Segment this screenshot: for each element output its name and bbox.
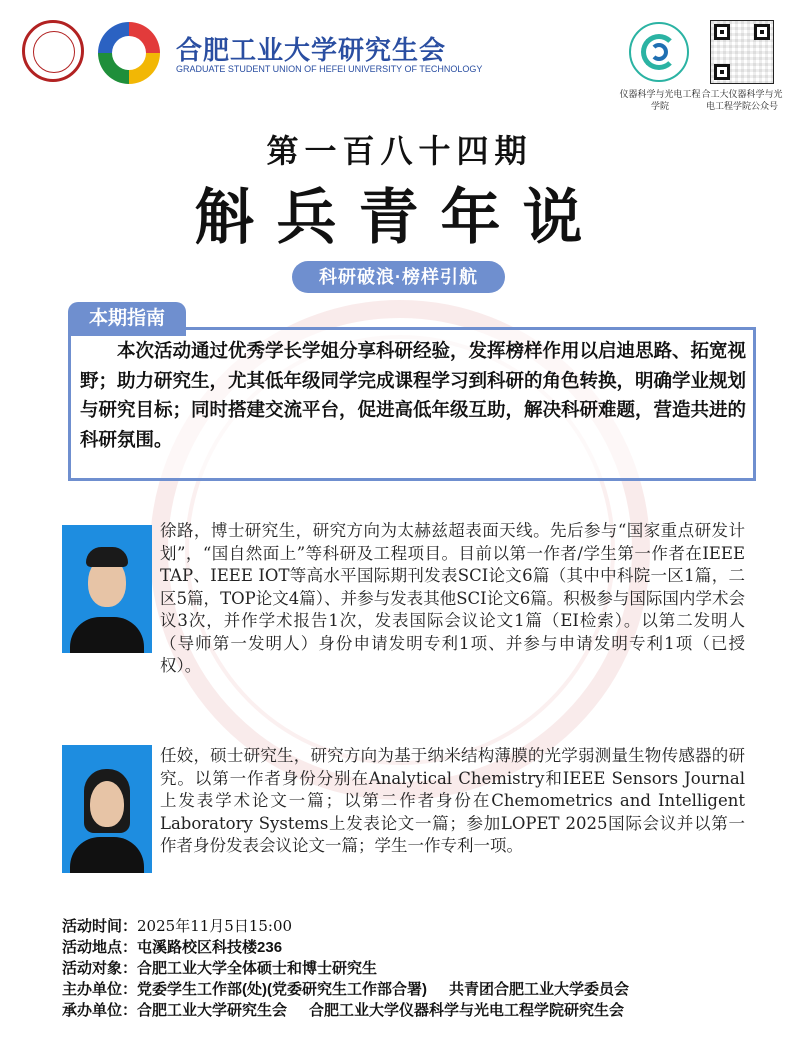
info-time-value: 2025年11月5日15:00 bbox=[137, 917, 293, 935]
theme-badge: 科研破浪·榜样引航 bbox=[292, 261, 505, 293]
institute-logo-icon bbox=[629, 22, 689, 82]
speaker-1-photo bbox=[62, 525, 152, 653]
info-place-label: 活动地点： bbox=[62, 939, 138, 956]
qr-code-icon[interactable] bbox=[710, 20, 774, 84]
info-audience bbox=[62, 958, 782, 979]
info-host-label: 主办单位： bbox=[62, 981, 138, 998]
info-time-label: 活动时间： bbox=[62, 918, 138, 935]
info-organizer bbox=[62, 1000, 782, 1021]
info-place bbox=[62, 937, 782, 958]
university-seal-icon bbox=[22, 20, 84, 82]
info-organizer-value-2: 合肥工业大学仪器科学与光电工程学院研究生会 bbox=[309, 1002, 625, 1019]
info-time bbox=[62, 916, 782, 937]
guide-text: 本次活动通过优秀学长学姐分享科研经验，发挥榜样作用以启迪思路、拓宽视野；助力研究生，尤其低年级同学完成课程学习到科研的角色转换，明确学业规划与研究目标；同时搭建交流平台，促进高低年级互助，解决科研难题，营造共进的科研氛围。 bbox=[80, 340, 747, 450]
info-organizer-value-1: 合肥工业大学研究生会 bbox=[137, 1002, 288, 1019]
speaker-1-bio: 徐路，博士研究生，研究方向为太赫兹超表面天线。先后参与“国家重点研发计划”，“国自然面上”等科研及工程项目。目前以第一作者/学生第一作者在IEEE TAP、IEEE IOT等高水平国际期刊发表SCI论文6篇（其中中科院一区1篇，二区5篇，TOP论文4篇）、并参与发表其他SCI论文6篇。积极参与国际国内学术会议3次，并作学术报告1次，发表国际会议论文1篇（EI检索）。以第二发明人（导师第一发明人）身份申请发明专利1项、并参与申请发明专利1项（已授权）。 bbox=[160, 521, 745, 675]
info-host bbox=[62, 979, 782, 1000]
speaker-2-photo bbox=[62, 745, 152, 873]
issue-title: 第一百八十四期 bbox=[266, 132, 533, 170]
speaker-2-bio: 任姣，硕士研究生，研究方向为基于纳米结构薄膜的光学弱测量生物传感器的研究。以第一作者身份分别在Analytical Chemistry和IEEE Sensors Journal上发表学术论文一篇；以第二作者身份在Chemometrics and Intelligent Laboratory Systems上发表论文一篇；参加LOPET 2025国际会议并以第一作者身份发表会议论文一篇；学生一作专利一项。 bbox=[160, 746, 745, 855]
union-name-cn: 合肥工业大学研究生会 bbox=[176, 36, 447, 66]
info-host-value-1: 党委学生工作部(处)(党委研究生工作部合署) bbox=[137, 981, 427, 998]
info-place-value: 屯溪路校区科技楼236 bbox=[137, 939, 283, 956]
brand-title: 斛兵青年说 bbox=[194, 183, 605, 253]
info-audience-label: 活动对象： bbox=[62, 960, 138, 977]
info-organizer-label: 承办单位： bbox=[62, 1002, 138, 1019]
union-name-en: GRADUATE STUDENT UNION OF HEFEI UNIVERSITY OF TECHNOLOGY bbox=[176, 64, 483, 74]
info-host-value-2: 共青团合肥工业大学委员会 bbox=[449, 981, 630, 998]
guide-tab: 本期指南 bbox=[68, 302, 186, 336]
info-audience-value: 合肥工业大学全体硕士和博士研究生 bbox=[137, 960, 378, 977]
institute-label: 仪器科学与光电工程学院 bbox=[619, 89, 701, 111]
student-union-logo-icon bbox=[98, 22, 160, 84]
qr-label: 合工大仪器科学与光电工程学院公众号 bbox=[701, 89, 783, 111]
